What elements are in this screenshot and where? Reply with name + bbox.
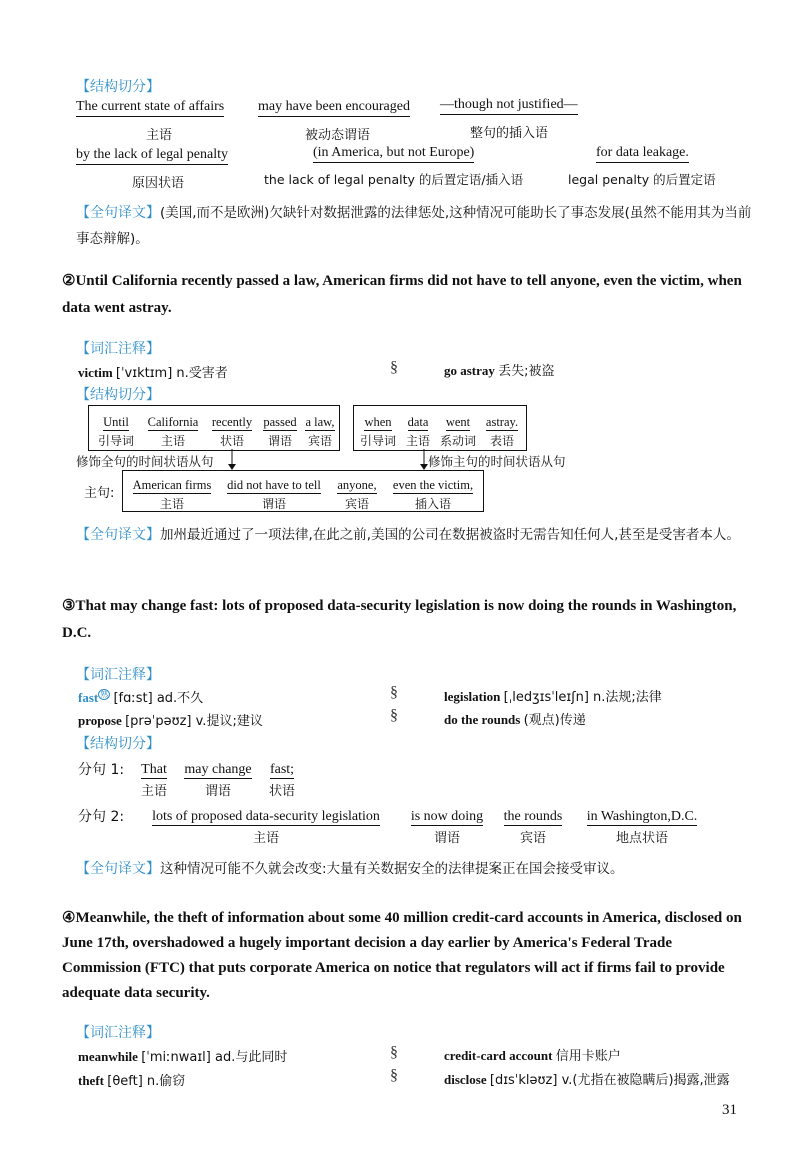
- vocab-item: [78, 1046, 287, 1065]
- clause-cell: Until 引导词: [97, 415, 134, 448]
- sentence-3: ③That may change fast: lots of proposed data-security legislation is now doing the rounds in Washington, D.C.: [62, 598, 737, 641]
- vocab-def: [ˌledʒɪsˈleɪʃn] n.法规;法律: [503, 690, 662, 705]
- vocab-def: 丢失;被盗: [498, 364, 555, 379]
- translation-label: 【全句译文】: [76, 205, 160, 221]
- translation-label: 【全句译文】: [76, 861, 160, 877]
- vocab-word: theft: [78, 1073, 104, 1088]
- vocab-item: [78, 1070, 185, 1089]
- clause-cell: a law, 宾语: [305, 415, 335, 448]
- vocab-item: [444, 709, 586, 728]
- vocab-word: meanwhile: [78, 1049, 138, 1064]
- vocab-word: legislation: [444, 689, 501, 704]
- page-number: 31: [722, 1102, 737, 1118]
- phrase: —though not justified—: [440, 97, 578, 115]
- vocab-def: (观点)传递: [523, 713, 586, 728]
- sentence-4: ④Meanwhile, the theft of information about some 40 million credit-card accounts in America, disclosed on June 17th, overshadowed a hugely important decision a day earlier by America's Federal Trade Commission (FTC) that puts corporate America on notice that regulators will act if firms fail to provide adequate data security.: [62, 910, 742, 1001]
- phrase: may have been encouraged: [258, 99, 410, 117]
- vocab-word: credit-card account: [444, 1048, 553, 1063]
- clause-note: 修饰主句的时间状语从句: [428, 454, 566, 469]
- clause-cell: data 主语: [405, 415, 430, 448]
- clause-cell: did not have to tell 谓语: [227, 478, 321, 511]
- role: legal penalty 的后置定语: [568, 172, 716, 187]
- clause-note: 修饰全句的时间状语从句: [76, 454, 214, 469]
- vocab-def: [fɑːst] ad.不久: [113, 691, 204, 706]
- separator-icon: §: [390, 1044, 398, 1061]
- separator-icon: §: [390, 1067, 398, 1084]
- separator-icon: §: [390, 684, 398, 701]
- vocab-def: [prəˈpəʊz] v.提议;建议: [125, 714, 263, 729]
- familiar-badge: 熟: [100, 689, 109, 699]
- phrase: The current state of affairs: [76, 99, 224, 117]
- role: 整句的插入语: [470, 126, 549, 141]
- clause-cell: may change 谓语: [184, 762, 252, 799]
- phrase: by the lack of legal penalty: [76, 147, 228, 165]
- clause-cell: recently 状语: [211, 415, 253, 448]
- vocab-def: 信用卡账户: [555, 1049, 621, 1064]
- clause-label: 分句 2:: [78, 809, 125, 825]
- clause-cell: is now doing 谓语: [410, 809, 484, 846]
- vocab-word: propose: [78, 713, 122, 728]
- structure-label: 【结构切分】: [76, 736, 160, 752]
- vocab-def: [ˈmiːnwaɪl] ad.与此同时: [141, 1050, 288, 1065]
- phrase: for data leakage.: [596, 145, 689, 163]
- vocab-def: [θeft] n.偷窃: [107, 1074, 186, 1089]
- clause-cell: passed 谓语: [263, 415, 297, 448]
- vocab-item: [444, 1069, 730, 1088]
- clause-label: 分句 1:: [78, 762, 125, 778]
- clause-cell: That 主语: [140, 762, 167, 799]
- vocab-word: go astray: [444, 363, 495, 378]
- clause-cell: American firms 主语: [132, 478, 212, 511]
- vocab-label: 【词汇注释】: [76, 1025, 160, 1041]
- clause-cell: the rounds 宾语: [503, 809, 563, 846]
- role: 主语: [146, 128, 173, 143]
- vocab-item: [78, 710, 263, 729]
- clause-cell: even the victim, 插入语: [392, 478, 474, 511]
- sentence-2: ②Until California recently passed a law, American firms did not have to tell anyone, even the victim, when data went astray.: [62, 273, 742, 316]
- vocab-def: [dɪsˈkləʊz] v.(尤指在被隐瞒后)揭露,泄露: [489, 1073, 730, 1088]
- clause-cell: California 主语: [147, 415, 199, 448]
- translation: [76, 856, 756, 882]
- clause-cell: in Washington,D.C. 地点状语: [586, 809, 698, 846]
- arrow-lines: [0, 0, 800, 500]
- vocab-item: [78, 687, 203, 706]
- vocab-item: [444, 686, 662, 705]
- role: the lack of legal penalty 的后置定语/插入语: [264, 172, 524, 187]
- vocab-label: 【词汇注释】: [76, 667, 160, 683]
- vocab-item: [444, 1045, 621, 1064]
- vocab-def: [ˈvɪktɪm] n.受害者: [115, 366, 228, 381]
- structure-label: 【结构切分】: [76, 79, 160, 95]
- translation-text: 加州最近通过了一项法律,在此之前,美国的公司在数据被盗时无需告知任何人,甚至是受害者本人。: [160, 527, 740, 543]
- translation-text: (美国,而不是欧洲)欠缺针对数据泄露的法律惩处,这种情况可能助长了事态发展(虽然不能用其为当前事态辩解)。: [76, 205, 752, 247]
- phrase: (in America, but not Europe): [313, 145, 474, 163]
- role: 原因状语: [132, 176, 185, 191]
- translation: [62, 522, 752, 548]
- structure-label: 【结构切分】: [76, 387, 160, 403]
- vocab-word: do the rounds: [444, 712, 521, 727]
- main-clause-label: 主句:: [84, 486, 115, 501]
- clause-cell: astray. 表语: [485, 415, 519, 448]
- clause-cell: went 系动词: [439, 415, 476, 448]
- vocab-label: 【词汇注释】: [76, 341, 160, 357]
- translation-label: 【全句译文】: [76, 527, 160, 543]
- separator-icon: §: [390, 359, 398, 376]
- vocab-word: victim: [78, 365, 113, 380]
- clause-cell: anyone, 宾语: [337, 478, 377, 511]
- role: 被动态谓语: [305, 128, 371, 143]
- separator-icon: §: [390, 707, 398, 724]
- translation-text: 这种情况可能不久就会改变:大量有关数据安全的法律提案正在国会接受审议。: [160, 861, 624, 877]
- clause-cell: lots of proposed data-security legislation 主语: [152, 809, 380, 846]
- vocab-word: disclose: [444, 1072, 487, 1087]
- vocab-word: fast: [78, 690, 99, 705]
- clause-cell: fast; 状语: [268, 762, 295, 799]
- clause-cell: when 引导词: [359, 415, 396, 448]
